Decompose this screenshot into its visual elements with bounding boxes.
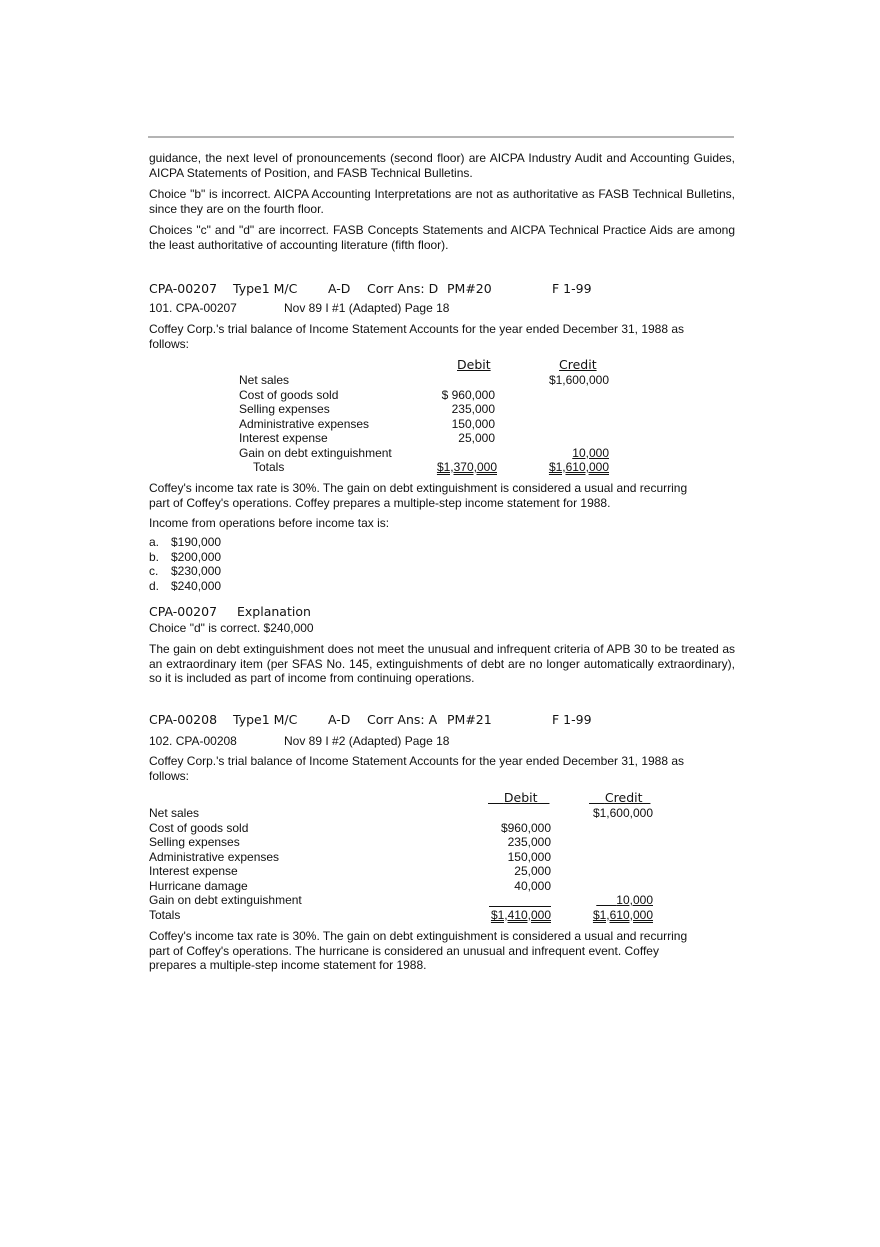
- explanation-correct: Choice "d" is correct. $240,000: [149, 621, 314, 635]
- table-row: Cost of goods sold $960,000: [149, 820, 551, 835]
- intro-paragraph-1: guidance, the next level of pronouncements (second floor) are AICPA Industry Audit and Accounting Guides, AICPA Statements of Position, and FASB Technical Bulletins.: [149, 151, 735, 180]
- question-number: 101. CPA-00207: [149, 301, 237, 315]
- table-row: Administrative expenses 150,000: [149, 849, 551, 864]
- question-prompt: Income from operations before income tax is:: [149, 516, 390, 530]
- pm-number: PM#21: [447, 712, 492, 727]
- table-row: Hurricane damage 40,000: [149, 878, 551, 893]
- trial-balance-table-101: [239, 357, 609, 477]
- form-code: F 1-99: [552, 281, 592, 296]
- table-row: Gain on debt extinguishment 10,000: [239, 445, 609, 460]
- credit-column-header: Credit: [559, 357, 597, 372]
- intro-paragraph-3: Choices "c" and "d" are incorrect. FASB Concepts Statements and AICPA Technical Practice Aids are among the least authoritative of accounting literature (fifth floor).: [149, 223, 735, 252]
- table-row: Net sales $1,600,000: [239, 373, 609, 387]
- question-header-102: [149, 713, 735, 729]
- question-header-101: [149, 282, 735, 298]
- table-total-row: Totals $1,370,000 $1,610,000: [253, 460, 609, 474]
- question-stem: Coffey Corp.'s trial balance of Income Statement Accounts for the year ended December 31, 1988 as follows:: [149, 754, 685, 783]
- answer-range: A-D: [328, 281, 351, 296]
- table-row: Gain on debt extinguishment 10,000: [149, 893, 653, 907]
- question-type: Type1 M/C: [233, 281, 298, 296]
- debit-column-header: Debit: [503, 790, 538, 805]
- question-stem: Coffey Corp.'s trial balance of Income Statement Accounts for the year ended December 31, 1988 as follows:: [149, 322, 685, 351]
- choice-d: d. $240,000: [149, 578, 222, 593]
- table-row: Interest expense 25,000: [239, 431, 495, 445]
- table-row: Selling expenses 235,000: [149, 835, 551, 849]
- correct-answer: Corr Ans: D: [367, 281, 439, 296]
- choice-c: c. $230,000: [149, 564, 222, 578]
- pm-number: PM#20: [447, 281, 492, 296]
- question-type: Type1 M/C: [233, 712, 298, 727]
- form-code: F 1-99: [552, 712, 592, 727]
- explanation-header: CPA-00207 Explanation: [149, 604, 311, 619]
- question-id: CPA-00208: [149, 712, 218, 727]
- question-context: Coffey's income tax rate is 30%. The gain on debt extinguishment is considered a usual and recurring part of Coffey's operations. Coffey prepares a multiple-step income statement for 1988.: [149, 481, 688, 510]
- table-total-row: Totals $1,410,000 $1,610,000: [149, 907, 653, 922]
- explanation-text: The gain on debt extinguishment does not meet the unusual and infrequent criteria of APB 30 to be treated as an extraordinary item (per SFAS No. 145, extinguishments of debt are no longer automatically extraordinary), so it is included as part of income from continuing operations.: [149, 642, 735, 685]
- table-row: Cost of goods sold $ 960,000: [239, 387, 495, 402]
- trial-balance-table-102: [149, 790, 655, 925]
- question-id: CPA-00207: [149, 281, 218, 296]
- table-row: Interest expense 25,000: [149, 864, 551, 878]
- credit-column-header: Credit: [604, 790, 643, 805]
- header-rule: [148, 136, 734, 138]
- correct-answer: Corr Ans: A: [367, 712, 438, 727]
- table-row: Selling expenses 235,000: [239, 402, 495, 416]
- choice-a: a. $190,000: [149, 535, 222, 549]
- intro-paragraph-2: Choice "b" is incorrect. AICPA Accounting Interpretations are not as authoritative as FASB Technical Bulletins, since they are on the fourth floor.: [149, 187, 735, 216]
- question-source: Nov 89 I #1 (Adapted) Page 18: [284, 301, 450, 315]
- choice-b: b. $200,000: [149, 549, 222, 564]
- question-context: Coffey's income tax rate is 30%. The gain on debt extinguishment is considered a usual and recurring part of Coffey's operations. The hurricane is considered an unusual and infrequent event. Coffey prepares a multiple-step income statement for 1988.: [149, 929, 688, 972]
- table-row: Administrative expenses 150,000: [239, 416, 495, 431]
- answer-range: A-D: [328, 712, 351, 727]
- debit-column-header: Debit: [457, 357, 491, 372]
- table-row: Net sales $1,600,000: [149, 806, 653, 820]
- question-source: Nov 89 I #2 (Adapted) Page 18: [284, 734, 450, 748]
- question-number: 102. CPA-00208: [149, 734, 237, 748]
